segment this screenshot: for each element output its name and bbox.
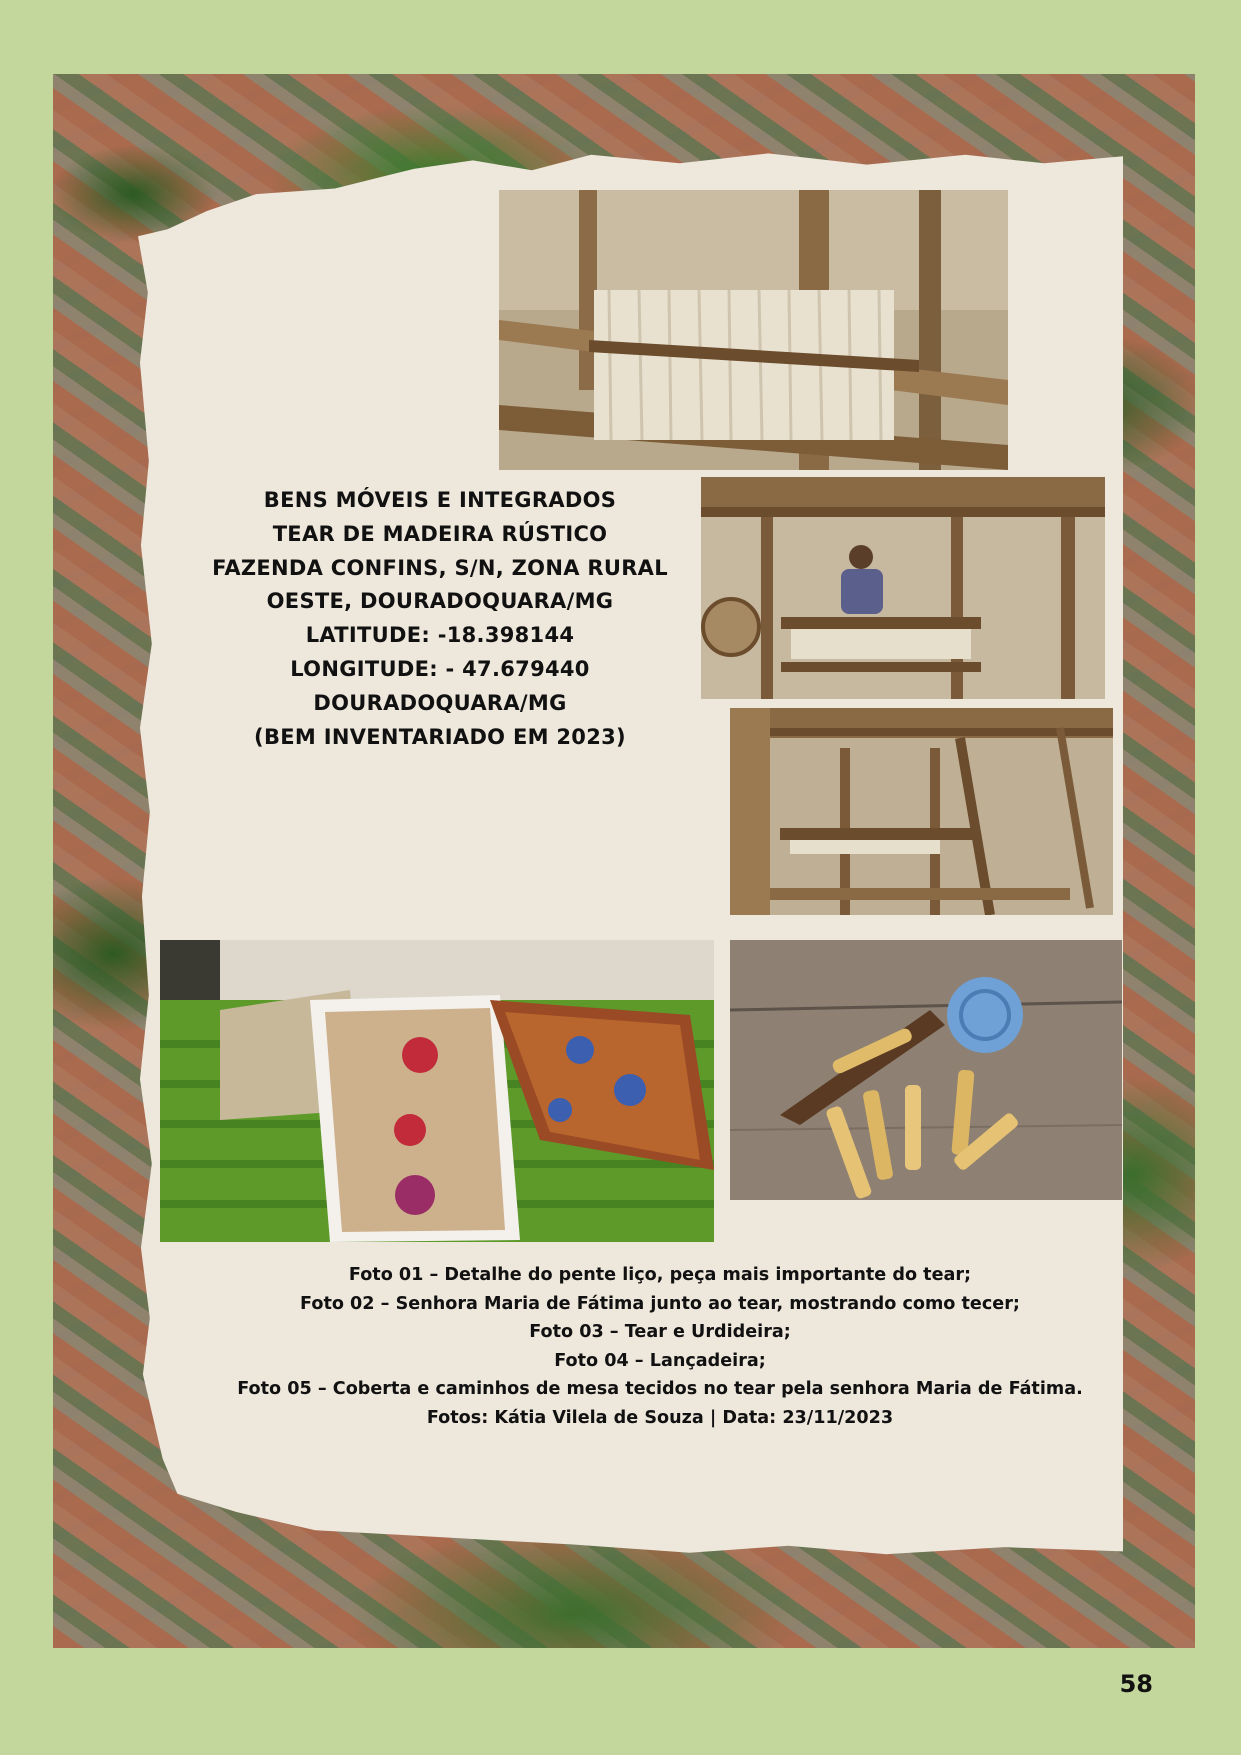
photo-shuttle-and-bobbins (730, 940, 1122, 1200)
latitude: LATITUDE: -18.398144 (305, 623, 575, 648)
caption-foto-05: Foto 05 – Coberta e caminhos de mesa tecidos no tear pela senhora Maria de Fátima. (237, 1379, 1083, 1399)
caption-foto-02: Foto 02 – Senhora Maria de Fátima junto ao tear, mostrando como tecer; (300, 1293, 1020, 1314)
heritage-item-name: TEAR DE MADEIRA RÚSTICO (272, 521, 608, 546)
inventory-note: (BEM INVENTARIADO EM 2023) (254, 724, 626, 749)
longitude: LONGITUDE: - 47.679440 (290, 656, 590, 681)
photo-credits: Fotos: Kátia Vilela de Souza | Data: 23/11/2023 (426, 1407, 894, 1428)
page-number: 58 (1119, 1670, 1153, 1698)
heritage-info-block (190, 484, 690, 754)
photo-woven-textiles (160, 940, 714, 1242)
address-line-2: OESTE, DOURADOQUARA/MG (266, 589, 614, 614)
caption-foto-01: Foto 01 – Detalhe do pente liço, peça mais importante do tear; (348, 1265, 972, 1285)
municipality: DOURADOQUARA/MG (313, 690, 567, 715)
photo-loom-reed-detail (499, 190, 1008, 470)
photo-loom-and-warping-frame (730, 708, 1113, 915)
photo-woman-at-loom (701, 477, 1105, 699)
heritage-category: BENS MÓVEIS E INTEGRADOS (263, 488, 617, 512)
photo-captions (230, 1261, 1090, 1432)
caption-foto-04: Foto 04 – Lançadeira; (554, 1350, 766, 1371)
caption-foto-03: Foto 03 – Tear e Urdideira; (529, 1322, 791, 1342)
address-line-1: FAZENDA CONFINS, S/N, ZONA RURAL (212, 555, 668, 580)
